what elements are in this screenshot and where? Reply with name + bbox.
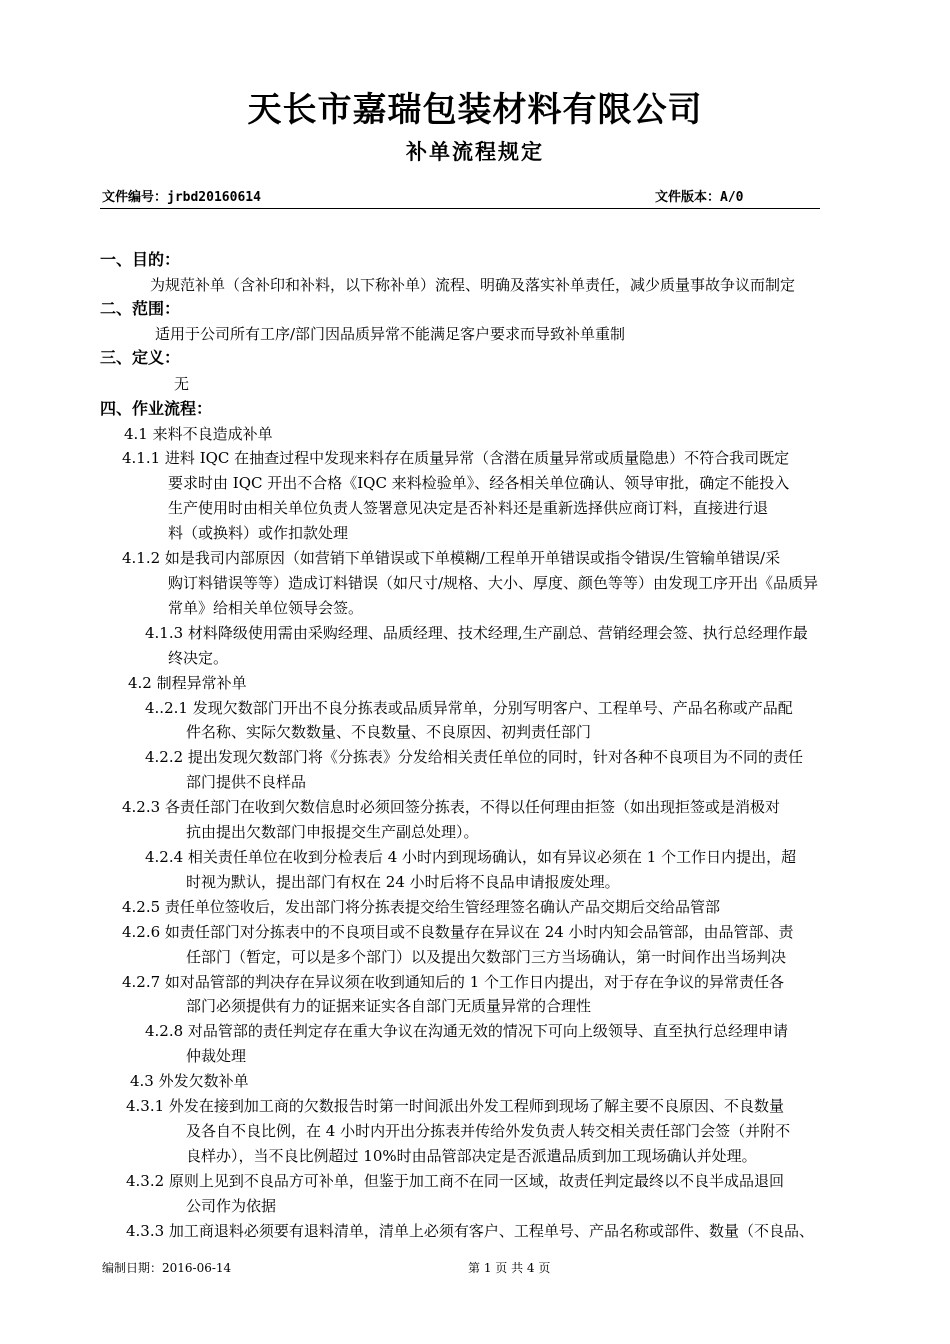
body-line: 4.2.8 对品管部的责任判定存在重大争议在沟通无效的情况下可向上级领导、直至执行总经理申请: [145, 1022, 788, 1040]
body-line: 4..2.1 发现欠数部门开出不良分拣表或品质异常单，分别写明客户、工程单号、产品名称或产品配: [145, 699, 793, 717]
body-line: 购订料错误等等）造成订料错误（如尺寸/规格、大小、厚度、颜色等等）由发现工序开出《品质异: [168, 574, 819, 592]
footer-date: 编制日期：2016-06-14: [102, 1261, 232, 1275]
body-line: 常单》给相关单位领导会签。: [168, 599, 364, 617]
body-line: 部门提供不良样品: [186, 773, 307, 791]
section-heading-definition: 三、定义：: [100, 348, 181, 367]
body-line: 无: [174, 375, 190, 393]
body-line: 及各自不良比例，在 4 小时内开出分拣表并传给外发负责人转交相关责任部门会签（并附不: [186, 1122, 791, 1140]
body-line: 4.3.1 外发在接到加工商的欠数报告时第一时间派出外发工程师到现场了解主要不良原因、不良数量: [126, 1097, 784, 1115]
header-divider: [100, 208, 820, 209]
body-line: 4.2.3 各责任部门在收到欠数信息时必须回签分拣表，不得以任何理由拒签（如出现拒签或是消极对: [122, 798, 780, 816]
body-line: 4.2.7 如对品管部的判决存在异议须在收到通知后的 1 个工作日内提出，对于存在争议的异常责任各: [122, 973, 785, 991]
body-line: 适用于公司所有工序/部门因品质异常不能满足客户要求而导致补单重制: [155, 325, 626, 343]
body-line: 为规范补单（含补印和补料，以下称补单）流程、明确及落实补单责任，减少质量事故争议而制定: [150, 276, 796, 294]
body-line: 料（或换料）或作扣款处理: [168, 524, 349, 542]
body-line: 时视为默认，提出部门有权在 24 小时后将不良品申请报废处理。: [186, 873, 620, 891]
subsection-heading: 4.3 外发欠数补单: [130, 1072, 249, 1090]
body-line: 部门必须提供有力的证据来证实各自部门无质量异常的合理性: [186, 997, 592, 1015]
body-line: 4.1.1 进料 IQC 在抽查过程中发现来料存在质量异常（含潜在质量异常或质量隐患）不符合我司既定: [122, 449, 790, 467]
subsection-heading: 4.2 制程异常补单: [128, 674, 247, 692]
document-title: 补单流程规定: [406, 140, 544, 164]
body-line: 4.2.2 提出发现欠数部门将《分拣表》分发给相关责任单位的同时，针对各种不良项目为不同的责任: [145, 748, 803, 766]
body-line: 4.1.3 材料降级使用需由采购经理、品质经理、技术经理,生产副总、营销经理会签、执行总经理作最: [145, 624, 808, 642]
company-name: 天长市嘉瑞包装材料有限公司: [247, 90, 703, 130]
document-number: 文件编号：jrbd20160614: [102, 190, 261, 205]
body-line: 生产使用时由相关单位负责人签署意见决定是否补料还是重新选择供应商订料，直接进行退: [168, 499, 769, 517]
body-line: 4.3.3 加工商退料必须要有退料清单，清单上必须有客户、工程单号、产品名称或部件、数量（不良品、: [126, 1222, 814, 1240]
body-line: 公司作为依据: [186, 1197, 277, 1215]
body-line: 抗由提出欠数部门申报提交生产副总处理）。: [186, 823, 479, 841]
body-line: 要求时由 IQC 开出不合格《IQC 来料检验单》、经各相关单位确认、领导审批，确定不能投入: [168, 474, 790, 492]
subsection-heading: 4.1 来料不良造成补单: [124, 425, 273, 443]
section-heading-scope: 二、范围：: [100, 299, 181, 318]
section-heading-procedure: 四、作业流程：: [100, 399, 213, 418]
body-line: 4.1.2 如是我司内部原因（如营销下单错误或下单模糊/工程单开单错误或指令错误/生管输单错误/采: [122, 549, 781, 567]
footer-page-number: 第 1 页 共 4 页: [468, 1261, 551, 1275]
section-heading-purpose: 一、目的：: [100, 250, 181, 269]
document-version: 文件版本：A/0: [655, 190, 744, 205]
body-line: 件名称、实际欠数数量、不良数量、不良原因、初判责任部门: [186, 723, 592, 741]
body-line: 任部门（暂定，可以是多个部门）以及提出欠数部门三方当场确认，第一时间作出当场判决: [186, 948, 787, 966]
body-line: 终决定。: [168, 649, 229, 667]
body-line: 4.3.2 原则上见到不良品方可补单，但鉴于加工商不在同一区域，故责任判定最终以不良半成品退回: [126, 1172, 784, 1190]
body-line: 4.2.5 责任单位签收后，发出部门将分拣表提交给生管经理签名确认产品交期后交给品管部: [122, 898, 720, 916]
body-line: 4.2.4 相关责任单位在收到分检表后 4 小时内到现场确认，如有异议必须在 1 个工作日内提出，超: [145, 848, 797, 866]
body-line: 4.2.6 如责任部门对分拣表中的不良项目或不良数量存在异议在 24 小时内知会品管部，由品管部、责: [122, 923, 794, 941]
body-line: 良样办），当不良比例超过 10%时由品管部决定是否派遣品质到加工现场确认并处理。: [186, 1147, 757, 1165]
body-line: 仲裁处理: [186, 1047, 247, 1065]
